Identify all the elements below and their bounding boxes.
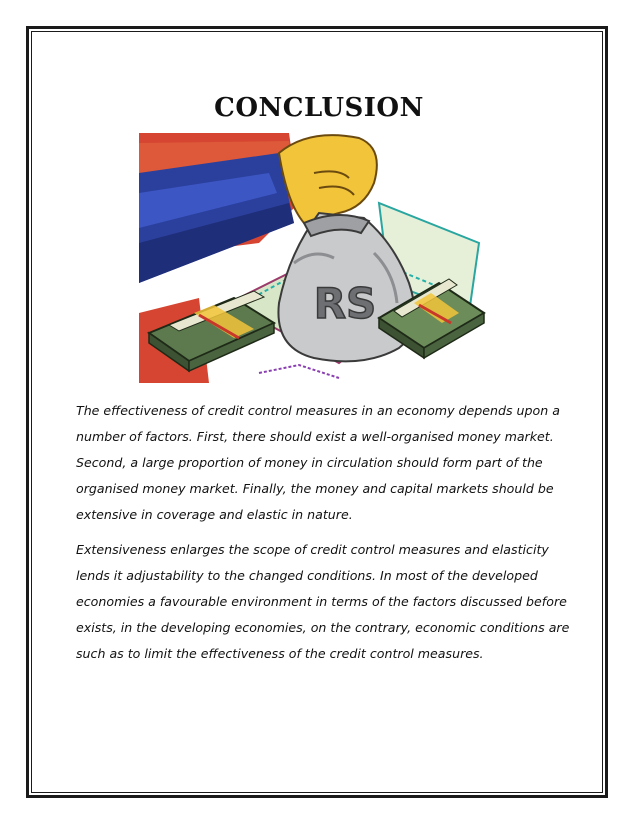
paragraph-1: The effectiveness of credit control measures in an economy depends upon a number of factors. First, there should exist a well-organised money market. Second, a large proportion of money in circulation should form part of the organised money market. Finally, the money and capital markets should be extensive in coverage and elastic in nature. [76,403,560,522]
money-bag-illustration [139,133,492,383]
bag-label: RS [313,279,377,328]
paragraph-2: Extensiveness enlarges the scope of credit control measures and elasticity lends it adjustability to the changed conditions. In most of the developed economies a favourable environment in terms of the factors discussed before exists, in the developing economies, on the contrary, economic conditions are such as to limit the effectiveness of the credit control measures. [76,542,570,661]
page-title: CONCLUSION [214,93,424,124]
